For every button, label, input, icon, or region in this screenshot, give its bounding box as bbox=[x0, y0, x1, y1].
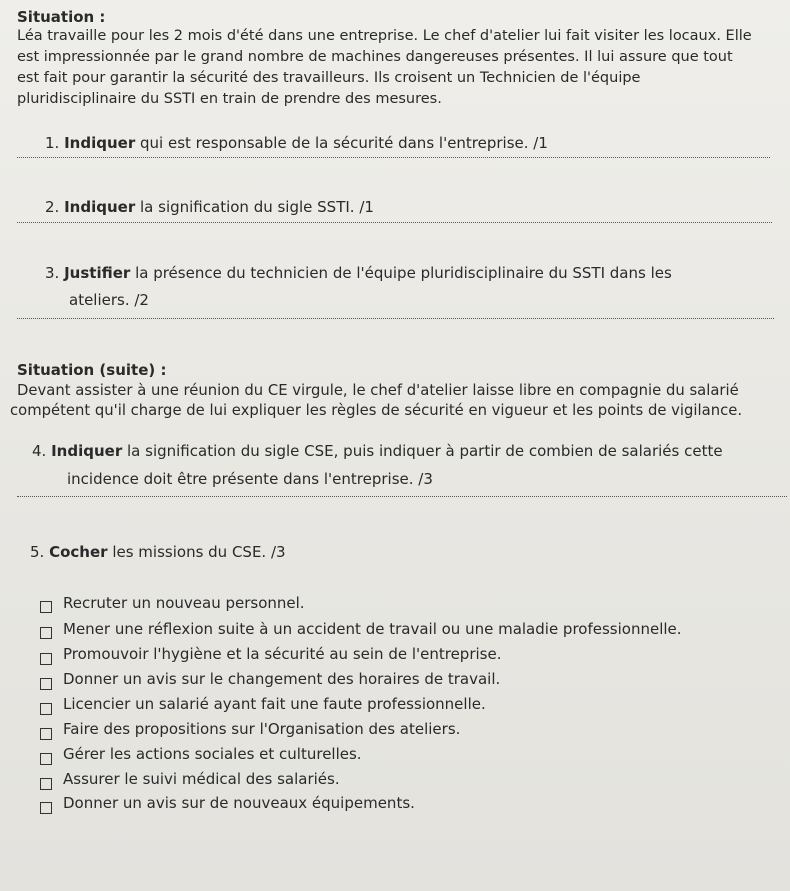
option-8: Assurer le suivi médical des salariés. bbox=[63, 770, 340, 788]
question-1 bbox=[45, 134, 548, 152]
situation-suite-title: Situation (suite) : bbox=[17, 361, 167, 379]
question-5-verb: Cocher bbox=[49, 543, 108, 561]
question-2-text: la signification du sigle SSTI. /1 bbox=[135, 198, 374, 216]
answer-line-2[interactable] bbox=[17, 222, 772, 223]
question-4-line-2: incidence doit être présente dans l'entreprise. /3 bbox=[67, 470, 433, 488]
question-5-number: 5. bbox=[30, 543, 45, 561]
question-4-text: la signification du sigle CSE, puis indiquer à partir de combien de salariés cette bbox=[122, 442, 723, 460]
option-2: Mener une réflexion suite à un accident de travail ou une maladie professionnelle. bbox=[63, 620, 682, 638]
question-2-number: 2. bbox=[45, 198, 60, 216]
situation-title: Situation : bbox=[17, 8, 106, 26]
question-4 bbox=[32, 442, 723, 460]
checkbox-5[interactable] bbox=[40, 703, 52, 715]
checkbox-2[interactable] bbox=[40, 627, 52, 639]
question-1-verb: Indiquer bbox=[64, 134, 136, 152]
situation-suite-line-1: Devant assister à une réunion du CE virgule, le chef d'atelier laisse libre en compagnie du salarié bbox=[17, 382, 739, 399]
checkbox-8[interactable] bbox=[40, 778, 52, 790]
situation-line-2: est impressionnée par le grand nombre de machines dangereuses présentes. Il lui assure que tout bbox=[17, 49, 733, 65]
question-5 bbox=[30, 543, 286, 561]
option-4: Donner un avis sur le changement des horaires de travail. bbox=[63, 670, 501, 688]
question-2-verb: Indiquer bbox=[64, 198, 136, 216]
question-2 bbox=[45, 198, 374, 216]
question-3-line-2: ateliers. /2 bbox=[69, 291, 149, 309]
option-7: Gérer les actions sociales et culturelles. bbox=[63, 745, 362, 763]
question-1-text: qui est responsable de la sécurité dans l'entreprise. /1 bbox=[135, 134, 548, 152]
checkbox-4[interactable] bbox=[40, 678, 52, 690]
answer-line-3[interactable] bbox=[17, 318, 774, 319]
question-5-text: les missions du CSE. /3 bbox=[107, 543, 286, 561]
situation-suite-line-2: compétent qu'il charge de lui expliquer les règles de sécurité en vigueur et les points de vigilance. bbox=[10, 402, 743, 419]
option-6: Faire des propositions sur l'Organisation des ateliers. bbox=[63, 720, 461, 738]
option-3: Promouvoir l'hygiène et la sécurité au sein de l'entreprise. bbox=[63, 645, 502, 663]
checkbox-3[interactable] bbox=[40, 653, 52, 665]
option-9: Donner un avis sur de nouveaux équipements. bbox=[63, 794, 415, 812]
question-4-verb: Indiquer bbox=[51, 442, 123, 460]
question-3-number: 3. bbox=[45, 264, 60, 282]
situation-line-1: Léa travaille pour les 2 mois d'été dans une entreprise. Le chef d'atelier lui fait visiter les locaux. Elle bbox=[17, 28, 752, 44]
question-3 bbox=[45, 264, 672, 282]
checkbox-1[interactable] bbox=[40, 601, 52, 613]
option-5: Licencier un salarié ayant fait une faute professionnelle. bbox=[63, 695, 486, 713]
checkbox-6[interactable] bbox=[40, 728, 52, 740]
question-1-number: 1. bbox=[45, 134, 60, 152]
checkbox-7[interactable] bbox=[40, 753, 52, 765]
answer-line-4[interactable] bbox=[17, 496, 787, 497]
checkbox-9[interactable] bbox=[40, 802, 52, 814]
situation-line-3: est fait pour garantir la sécurité des travailleurs. Ils croisent un Technicien de l'équipe bbox=[17, 70, 641, 86]
question-4-number: 4. bbox=[32, 442, 47, 460]
question-3-verb: Justifier bbox=[64, 264, 131, 282]
answer-line-1[interactable] bbox=[17, 157, 770, 158]
option-1: Recruter un nouveau personnel. bbox=[63, 594, 305, 612]
situation-line-4: pluridisciplinaire du SSTI en train de prendre des mesures. bbox=[17, 91, 442, 107]
question-3-text: la présence du technicien de l'équipe pluridisciplinaire du SSTI dans les bbox=[130, 264, 672, 282]
